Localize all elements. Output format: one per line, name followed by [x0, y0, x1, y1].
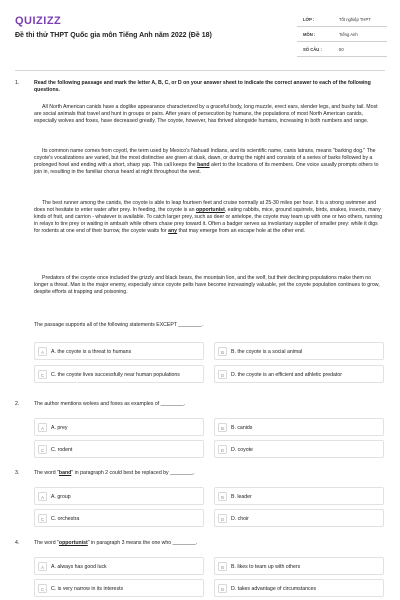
option-b[interactable] [214, 342, 384, 360]
question-number: 4. [15, 540, 20, 546]
meta-info-box [297, 12, 387, 58]
meta-value: 50 [339, 47, 344, 52]
passage-paragraph-2: Its common name comes from coyotl, the term used by Mexico's Nahuatl Indians, and its scientific name, canis latrans, means "barking dog." The coyote's vocalizations are varied, but the most distinctive are given at dusk, dawn, or during the night and consists of a series of barks followed by a prolonged howl and ending with a short, sharp yap. This call keeps the band alert to the locations of its members. One voice usually prompts others to join in, resulting in the familiar chorus heard at night throughout the west. [34, 148, 379, 175]
meta-label: SỐ CÂU : [303, 47, 322, 52]
option-letter: A [38, 492, 47, 501]
highlight-word-band: band [197, 162, 210, 168]
option-letter: B [218, 562, 227, 571]
option-letter: B [218, 347, 227, 356]
option-letter: D [218, 445, 227, 454]
option-text: D. choir [231, 515, 249, 522]
question-number: 1. [15, 80, 20, 86]
option-b[interactable] [214, 487, 384, 505]
option-a[interactable] [34, 342, 204, 360]
meta-row-subject [297, 27, 387, 42]
option-text: C. the coyote lives successfully near human populations [51, 371, 180, 378]
option-c[interactable] [34, 440, 204, 458]
option-letter: C [38, 584, 47, 593]
option-text: B. leader [231, 493, 252, 500]
option-a[interactable] [34, 487, 204, 505]
option-letter: A [38, 562, 47, 571]
highlight-word-any: any [168, 228, 178, 234]
meta-label: MÔN : [303, 32, 316, 37]
option-text: C. orchestra [51, 515, 80, 522]
option-letter: C [38, 370, 47, 379]
option-c[interactable] [34, 365, 204, 383]
question-number: 3. [15, 470, 20, 476]
option-text: B. likes to team up with others [231, 563, 301, 570]
option-b[interactable] [214, 418, 384, 436]
option-c[interactable] [34, 509, 204, 527]
option-b[interactable] [214, 557, 384, 575]
question-prompt: The word "opportunist" in paragraph 3 means the one who ________. [34, 540, 198, 546]
option-d[interactable] [214, 440, 384, 458]
option-d[interactable] [214, 509, 384, 527]
question-1-prompt: The passage supports all of the following statements EXCEPT ________. [34, 322, 203, 328]
question-prompt: The word "band" in paragraph 2 could best be replaced by ________. [34, 470, 195, 476]
option-text: B. canids [231, 424, 253, 431]
document-title: Đề thi thử THPT Quốc gia môn Tiếng Anh năm 2022 (Đề 18) [15, 32, 212, 39]
question-number: 2. [15, 401, 20, 407]
option-letter: C [38, 514, 47, 523]
option-text: A. always has good luck [51, 563, 107, 570]
option-letter: A [38, 347, 47, 356]
passage-paragraph-1: All North American canids have a doglike appearance characterized by a graceful body, long muzzle, erect ears, slender legs, and bushy tail. Most are social animals that travel and hunt in groups or pairs. After years of persecution by humans, the populations of most North American canids, especially wolves and foxes, have decreased greatly. The coyote, however, has thrived alongside humans, increasing in both numbers and range. [34, 104, 378, 124]
meta-value: Tiếng Anh [339, 32, 358, 37]
highlight-word-band: band [58, 470, 72, 476]
option-letter: B [218, 423, 227, 432]
option-d[interactable] [214, 579, 384, 597]
option-text: C. is very narrow in its interests [51, 585, 124, 592]
option-text: D. the coyote is an efficient and athletic predator [231, 371, 342, 378]
option-a[interactable] [34, 418, 204, 436]
option-d[interactable] [214, 365, 384, 383]
header-divider [15, 70, 385, 71]
question-prompt: The author mentions wolves and foxes as examples of ________. [34, 401, 186, 407]
question-instruction: Read the following passage and mark the letter A, B, C, or D on your answer sheet to indicate the correct answer to each of the following questions. [34, 80, 371, 93]
option-letter: C [38, 445, 47, 454]
option-text: A. group [51, 493, 71, 500]
option-text: C. rodent [51, 446, 73, 453]
meta-label: LỚP : [303, 17, 315, 22]
option-text: B. the coyote is a social animal [231, 348, 303, 355]
option-text: A. prey [51, 424, 68, 431]
passage-paragraph-4: Predators of the coyote once included the grizzly and black bears, the mountain lion, and the wolf, but their declining populations make them no longer a threat. Man is the major enemy, especially since coyote pelts have become increasingly valuable, yet the coyote population continues to grow, despite efforts at trapping and poisoning. [34, 275, 380, 295]
option-letter: D [218, 514, 227, 523]
option-text: D. coyote [231, 446, 253, 453]
option-text: A. the coyote is a threat to humans [51, 348, 132, 355]
option-letter: A [38, 423, 47, 432]
meta-row-class [297, 12, 387, 27]
passage-paragraph-3: The best runner among the canids, the coyote is able to leap fourteen feet and cruise normally at 25-30 miles per hour. It is a strong swimmer and does not hesitate to enter water after prey. In feeding, the coyote is an opportunist, eating rabbits, mice, ground squirrels, birds, snakes, insects, many kinds of fruit, and carrion - whatever is available. To catch larger prey, such as deer or antelope, the coyote may team up with one or two others, running in relays to tire prey or waiting in ambush while others chase prey toward it. Often a badger serves as involuntary supplier of smaller prey: while it digs for rodents at one end of their burrow, the coyote waits for any that may emerge from an escape hole at the other end. [34, 200, 383, 234]
meta-value: Tốt nghiệp THPT [339, 17, 371, 22]
option-letter: B [218, 492, 227, 501]
meta-row-count [297, 42, 387, 57]
option-a[interactable] [34, 557, 204, 575]
option-c[interactable] [34, 579, 204, 597]
quizizz-logo: QUIZIZZ [15, 15, 62, 27]
option-text: D. takes advantage of circumstances [231, 585, 317, 592]
option-letter: D [218, 370, 227, 379]
option-letter: D [218, 584, 227, 593]
highlight-word-opportunist: opportunist [195, 207, 225, 213]
highlight-word-opportunist: opportunist [58, 540, 88, 546]
document-header [0, 0, 400, 64]
